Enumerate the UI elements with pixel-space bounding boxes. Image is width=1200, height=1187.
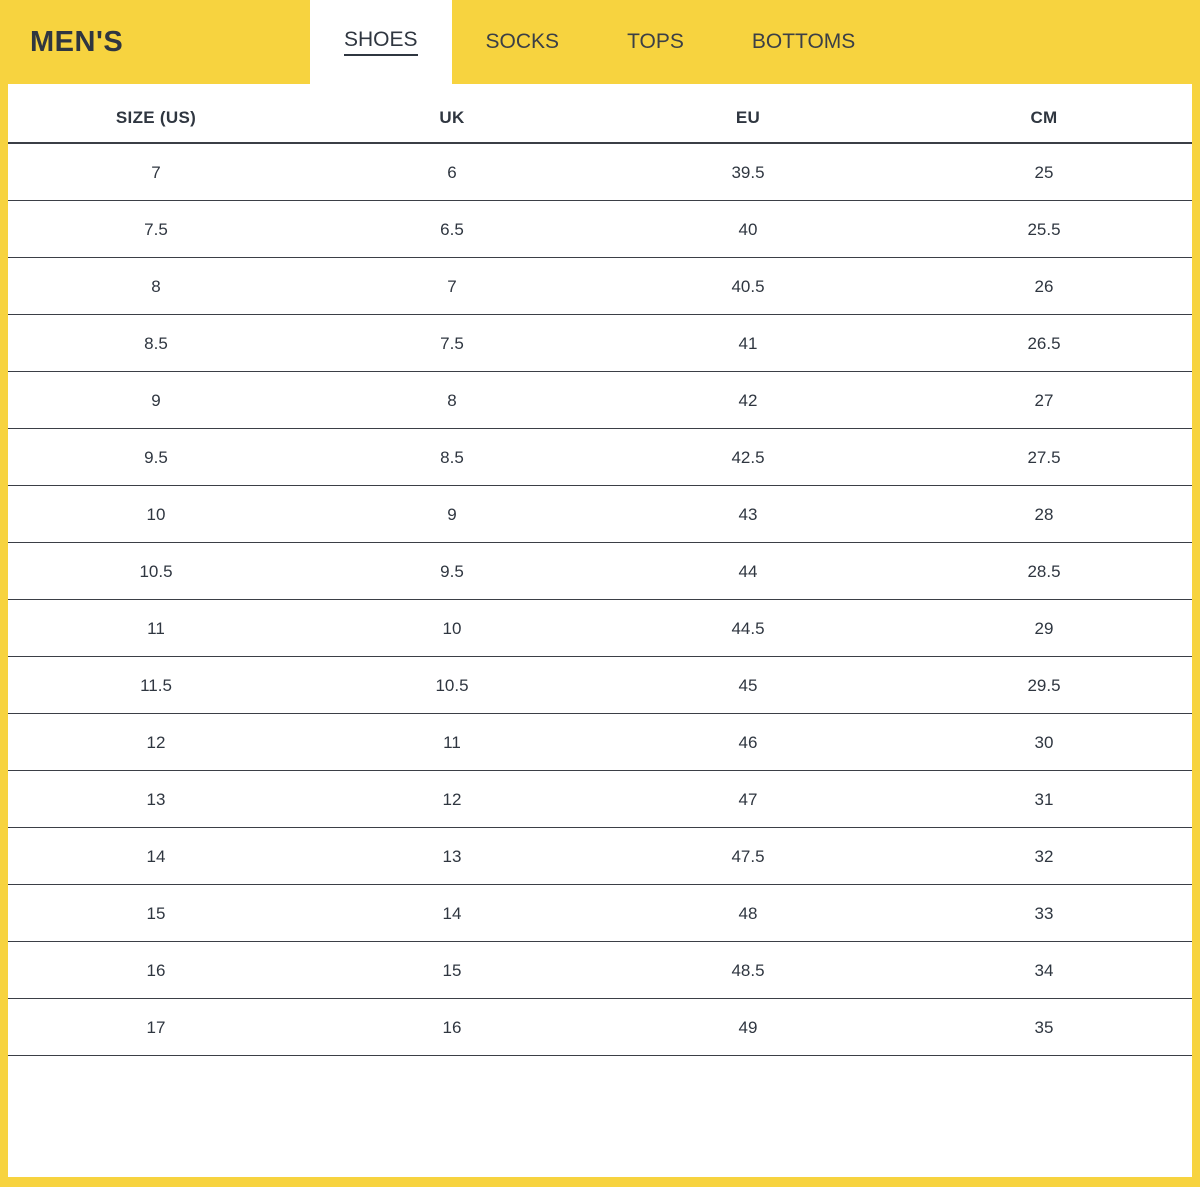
cell-uk: 15 (304, 942, 600, 999)
column-header-size-us: SIZE (US) (115, 108, 197, 127)
cell-uk: 9 (304, 486, 600, 543)
cell-cm: 33 (896, 885, 1192, 942)
cell-cm: 27.5 (896, 429, 1192, 486)
cell-size-us: 17 (8, 999, 304, 1056)
table-row (8, 372, 1192, 429)
cell-eu: 40.5 (600, 258, 896, 315)
cell-eu: 44.5 (600, 600, 896, 657)
cell-size-us: 11 (8, 600, 304, 657)
table-row (8, 315, 1192, 372)
table-header-row (8, 84, 1192, 143)
cell-cm: 27 (896, 372, 1192, 429)
cell-cm: 29 (896, 600, 1192, 657)
cell-cm: 31 (896, 771, 1192, 828)
page-title: MEN'S (30, 25, 124, 58)
cell-size-us: 9.5 (8, 429, 304, 486)
cell-uk: 8 (304, 372, 600, 429)
cell-cm: 25 (896, 143, 1192, 201)
cell-uk: 7.5 (304, 315, 600, 372)
cell-size-us: 8.5 (8, 315, 304, 372)
cell-size-us: 15 (8, 885, 304, 942)
table-row (8, 486, 1192, 543)
table-row (8, 543, 1192, 600)
cell-cm: 26.5 (896, 315, 1192, 372)
cell-cm: 28 (896, 486, 1192, 543)
cell-cm: 25.5 (896, 201, 1192, 258)
cell-eu: 47 (600, 771, 896, 828)
cell-uk: 12 (304, 771, 600, 828)
cell-eu: 45 (600, 657, 896, 714)
table-head (8, 84, 1192, 143)
cell-uk: 14 (304, 885, 600, 942)
cell-uk: 6 (304, 143, 600, 201)
tab-socks-label: SOCKS (485, 30, 560, 53)
cell-cm: 34 (896, 942, 1192, 999)
column-header-cm: CM (1030, 108, 1058, 127)
tab-shoes[interactable] (310, 0, 452, 84)
cell-size-us: 7 (8, 143, 304, 201)
table-row (8, 828, 1192, 885)
cell-uk: 7 (304, 258, 600, 315)
table-body (8, 143, 1192, 1056)
table-row (8, 657, 1192, 714)
cell-cm: 32 (896, 828, 1192, 885)
size-table-card (8, 84, 1192, 1177)
table-row (8, 771, 1192, 828)
tab-bottoms-label: BOTTOMS (751, 30, 856, 53)
header-bar (0, 0, 1200, 84)
cell-cm: 30 (896, 714, 1192, 771)
cell-size-us: 13 (8, 771, 304, 828)
cell-uk: 10.5 (304, 657, 600, 714)
tab-shoes-label: SHOES (344, 28, 418, 56)
cell-uk: 11 (304, 714, 600, 771)
cell-eu: 49 (600, 999, 896, 1056)
cell-size-us: 10.5 (8, 543, 304, 600)
cell-size-us: 12 (8, 714, 304, 771)
table-row (8, 600, 1192, 657)
cell-eu: 48.5 (600, 942, 896, 999)
cell-uk: 16 (304, 999, 600, 1056)
column-header-uk: UK (439, 108, 465, 127)
cell-size-us: 7.5 (8, 201, 304, 258)
column-header-eu: EU (735, 108, 761, 127)
cell-size-us: 11.5 (8, 657, 304, 714)
table-row (8, 258, 1192, 315)
tab-tops[interactable] (593, 0, 718, 84)
cell-eu: 42.5 (600, 429, 896, 486)
tab-socks[interactable] (452, 0, 594, 84)
cell-cm: 29.5 (896, 657, 1192, 714)
size-conversion-table (8, 84, 1192, 1056)
table-row (8, 143, 1192, 201)
tab-tops-label: TOPS (627, 30, 684, 53)
cell-uk: 13 (304, 828, 600, 885)
table-row (8, 999, 1192, 1056)
cell-eu: 43 (600, 486, 896, 543)
cell-cm: 28.5 (896, 543, 1192, 600)
cell-eu: 47.5 (600, 828, 896, 885)
cell-eu: 39.5 (600, 143, 896, 201)
category-tabs (310, 0, 889, 84)
tab-bottoms[interactable] (718, 0, 889, 84)
cell-uk: 10 (304, 600, 600, 657)
cell-uk: 6.5 (304, 201, 600, 258)
cell-eu: 41 (600, 315, 896, 372)
cell-uk: 9.5 (304, 543, 600, 600)
cell-cm: 26 (896, 258, 1192, 315)
cell-eu: 42 (600, 372, 896, 429)
cell-cm: 35 (896, 999, 1192, 1056)
table-row (8, 714, 1192, 771)
cell-size-us: 8 (8, 258, 304, 315)
cell-eu: 48 (600, 885, 896, 942)
cell-size-us: 16 (8, 942, 304, 999)
cell-eu: 46 (600, 714, 896, 771)
cell-eu: 40 (600, 201, 896, 258)
cell-eu: 44 (600, 543, 896, 600)
cell-size-us: 9 (8, 372, 304, 429)
table-row (8, 942, 1192, 999)
table-row (8, 429, 1192, 486)
cell-size-us: 10 (8, 486, 304, 543)
table-row (8, 885, 1192, 942)
cell-size-us: 14 (8, 828, 304, 885)
cell-uk: 8.5 (304, 429, 600, 486)
table-row (8, 201, 1192, 258)
